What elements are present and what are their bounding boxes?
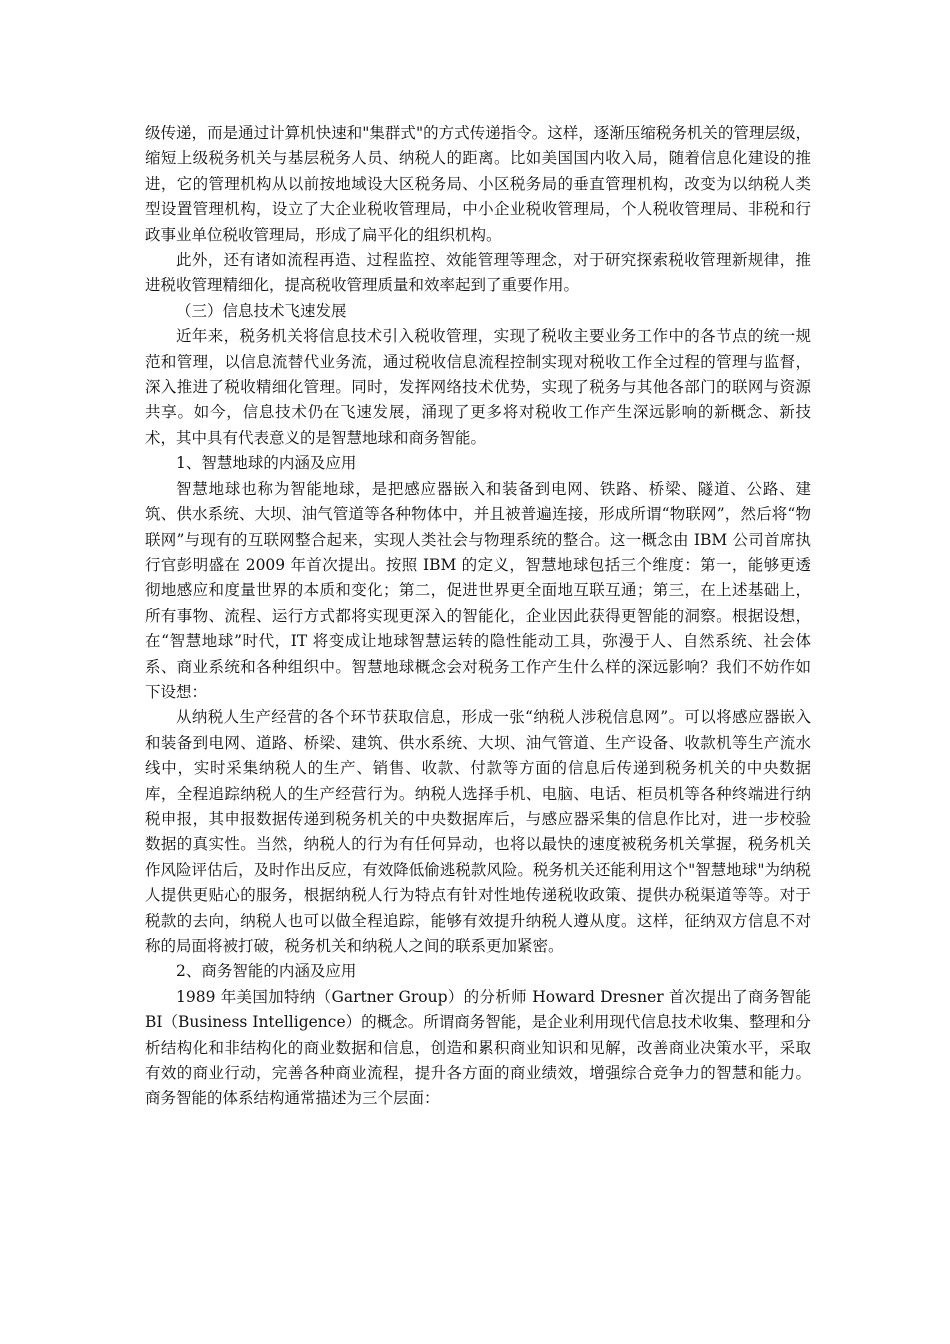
paragraph: 此外，还有诸如流程再造、过程监控、效能管理等理念，对于研究探索税收管理新规律，推进税收管理精细化，提高税收管理质量和效率起到了重要作用。 — [145, 251, 811, 295]
paragraph: 1989 年美国加特纳（Gartner Group）的分析师 Howard Dresner 首次提出了商务智能 BI（Business Intelligence）的概念。所谓商务智能，是企业利用现代信息技术收集、整理和分析结构化和非结构化的商业数据和信息，创造和累积商业知识和见解，改善商业决策水平，采取有效的商业行动，完善各种商业流程，提升各方面的商业绩效，增强综合竞争力的智慧和能力。商务智能的体系结构通常描述为三个层面： — [145, 987, 811, 1108]
subsection-heading: 2、商务智能的内涵及应用 — [176, 962, 357, 981]
paragraph: 近年来，税务机关将信息技术引入税收管理，实现了税收主要业务工作中的各节点的统一规范和管理，以信息流替代业务流，通过税收信息流程控制实现对税收工作全过程的管理与监督，深入推进了税收精细化管理。同时，发挥网络技术优势，实现了税务与其他各部门的联网与资源共享。如今，信息技术仍在飞速发展，涌现了更多将对税收工作产生深远影响的新概念、新技术，其中具有代表意义的是智慧地球和商务智能。 — [145, 327, 811, 447]
section-heading: （三）信息技术飞速发展 — [176, 301, 347, 320]
paragraph: 智慧地球也称为智能地球，是把感应器嵌入和装备到电网、铁路、桥梁、隧道、公路、建筑、供水系统、大坝、油气管道等各种物体中，并且被普遍连接，形成所谓“物联网”，然后将“物联网”与现有的互联网整合起来，实现人类社会与物理系统的整合。这一概念由 IBM 公司首席执行官彭明盛在 2009 年首次提出。按照 IBM 的定义，智慧地球包括三个维度：第一，能够更透彻地感应和度量世界的本质和变化；第二，促进世界更全面地互联互通；第三，在上述基础上，所有事物、流程、运行方式都将实现更深入的智能化，企业因此获得更智能的洞察。根据设想，在“智慧地球”时代，IT 将变成让地球智慧运转的隐性能动工具，弥漫于人、自然系统、社会体系、商业系统和各种组织中。智慧地球概念会对税务工作产生什么样的深远影响？我们不妨作如下设想： — [145, 479, 811, 701]
paragraph-continued: 级传递，而是通过计算机快速和"集群式"的方式传递指令。这样，逐渐压缩税务机关的管理层级，缩短上级税务机关与基层税务人员、纳税人的距离。比如美国国内收入局，随着信息化建设的推进，它的管理机构从以前按地域设大区税务局、小区税务局的垂直管理机构，改变为以纳税人类型设置管理机构，设立了大企业税收管理局，中小企业税收管理局，个人税收管理局、非税和行政事业单位税收管理局，形成了扁平化的组织机构。 — [145, 124, 811, 244]
subsection-heading: 1、智慧地球的内涵及应用 — [176, 454, 357, 473]
paragraph: 从纳税人生产经营的各个环节获取信息，形成一张“纳税人涉税信息网”。可以将感应器嵌入和装备到电网、道路、桥梁、建筑、供水系统、大坝、油气管道、生产设备、收款机等生产流水线中，实时采集纳税人的生产、销售、收款、付款等方面的信息后传递到税务机关的中央数据库，全程追踪纳税人的生产经营行为。纳税人选择手机、电脑、电话、柜员机等各种终端进行纳税申报，其申报数据传递到税务机关的中央数据库后，与感应器采集的信息作比对，进一步校验数据的真实性。当然，纳税人的行为有任何异动，也将以最快的速度被税务机关掌握，税务机关作风险评估后，及时作出反应，有效降低偷逃税款风险。税务机关还能利用这个"智慧地球"为纳税人提供更贴心的服务，根据纳税人行为特点有针对性地传递税收政策、提供办税渠道等等。对于税款的去向，纳税人也可以做全程追踪，能够有效提升纳税人遵从度。这样，征纳双方信息不对称的局面将被打破，税务机关和纳税人之间的联系更加紧密。 — [145, 708, 811, 955]
document-body — [145, 121, 811, 1112]
